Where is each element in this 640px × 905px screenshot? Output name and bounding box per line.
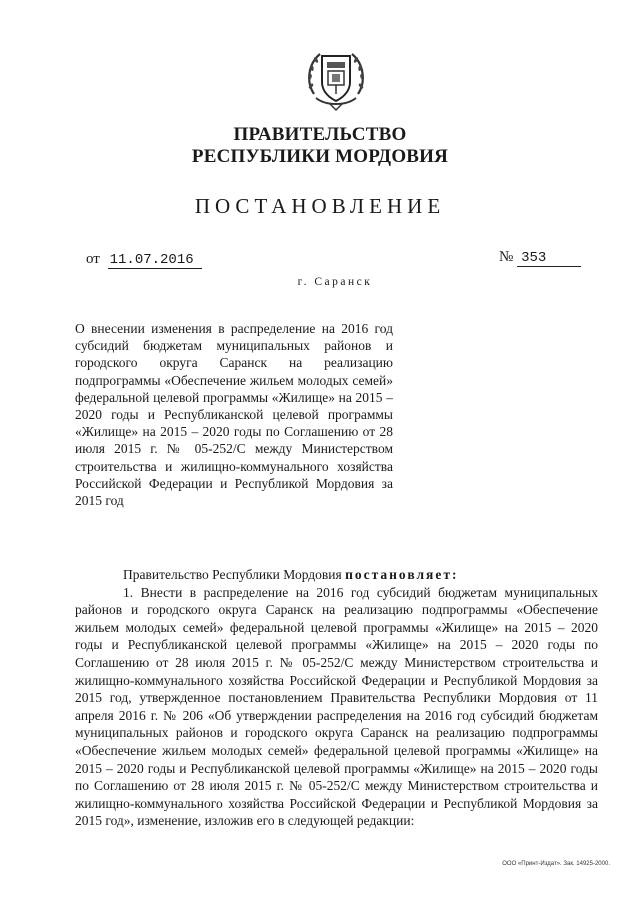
- printer-footer: ООО «Принт-Издат». Зак. 14925-2000.: [502, 861, 610, 867]
- decree-date: [86, 251, 202, 269]
- intro-prefix: Правительство Республики Мордовия: [123, 567, 342, 582]
- number-label: №: [499, 249, 514, 265]
- date-label: от: [86, 251, 100, 267]
- coat-of-arms-icon: [300, 44, 372, 112]
- government-title-line2: РЕСПУБЛИКИ МОРДОВИЯ: [191, 146, 449, 167]
- number-value: 353: [517, 250, 581, 267]
- date-value: 11.07.2016: [108, 252, 202, 269]
- coat-of-arms-emblem: [300, 44, 372, 112]
- decree-subject: О внесении изменения в распределение на 2016 год субсидий бюджетам муниципальных районов и городского округа Саранск на реализацию подпрограммы «Обеспечение жильем молодых семей» федеральной целевой программы «Жилище» на 2015 – 2020 годы и Республиканской целевой программы «Жилище» на 2015 – 2020 годы по Соглашению от 28 июля 2015 г. № 05-252/С между Министерством строительства и жилищно-коммунального хозяйства Российской Федерации и Республикой Мордовия за 2015 год: [75, 321, 393, 509]
- government-title-line1: ПРАВИТЕЛЬСТВО: [233, 124, 407, 145]
- paragraph-1: 1. Внести в распределение на 2016 год субсидий бюджетам муниципальных районов и городского округа Саранск на реализацию подпрограммы «Обеспечение жильем молодых семей» федеральной целевой программы «Жилище» на 2015 – 2020 годы и Республиканской целевой программы «Жилище» на 2015 – 2020 годы по Соглашению от 28 июля 2015 г. № 05-252/С между Министерством строительства и жилищно-коммунального хозяйства Российской Федерации и Республикой Мордовия за 2015 год, утвержденное постановлением Правительства Республики Мордовия от 11 апреля 2016 г. № 206 «Об утверждении распределения на 2016 год субсидий бюджетам муниципальных районов и городского округа Саранск на реализацию подпрограммы «Обеспечение жильем молодых семей» федеральной целевой программы «Жилище» на 2015 – 2020 годы и Республиканской целевой программы «Жилище» на 2015 – 2020 годы по Соглашению от 28 июля 2015 г. № 05-252/С между Министерством строительства и жилищно-коммунального хозяйства Российской Федерации и Республикой Мордовия за 2015 год», изменение, изложив его в следующей редакции:: [75, 584, 598, 829]
- decree-number: [499, 249, 581, 267]
- intro-action: постановляет:: [345, 567, 459, 582]
- decree-title: ПОСТАНОВЛЕНИЕ: [194, 194, 446, 218]
- city: г. Саранск: [297, 276, 373, 288]
- decree-body: [75, 566, 598, 830]
- intro-line: [75, 566, 598, 584]
